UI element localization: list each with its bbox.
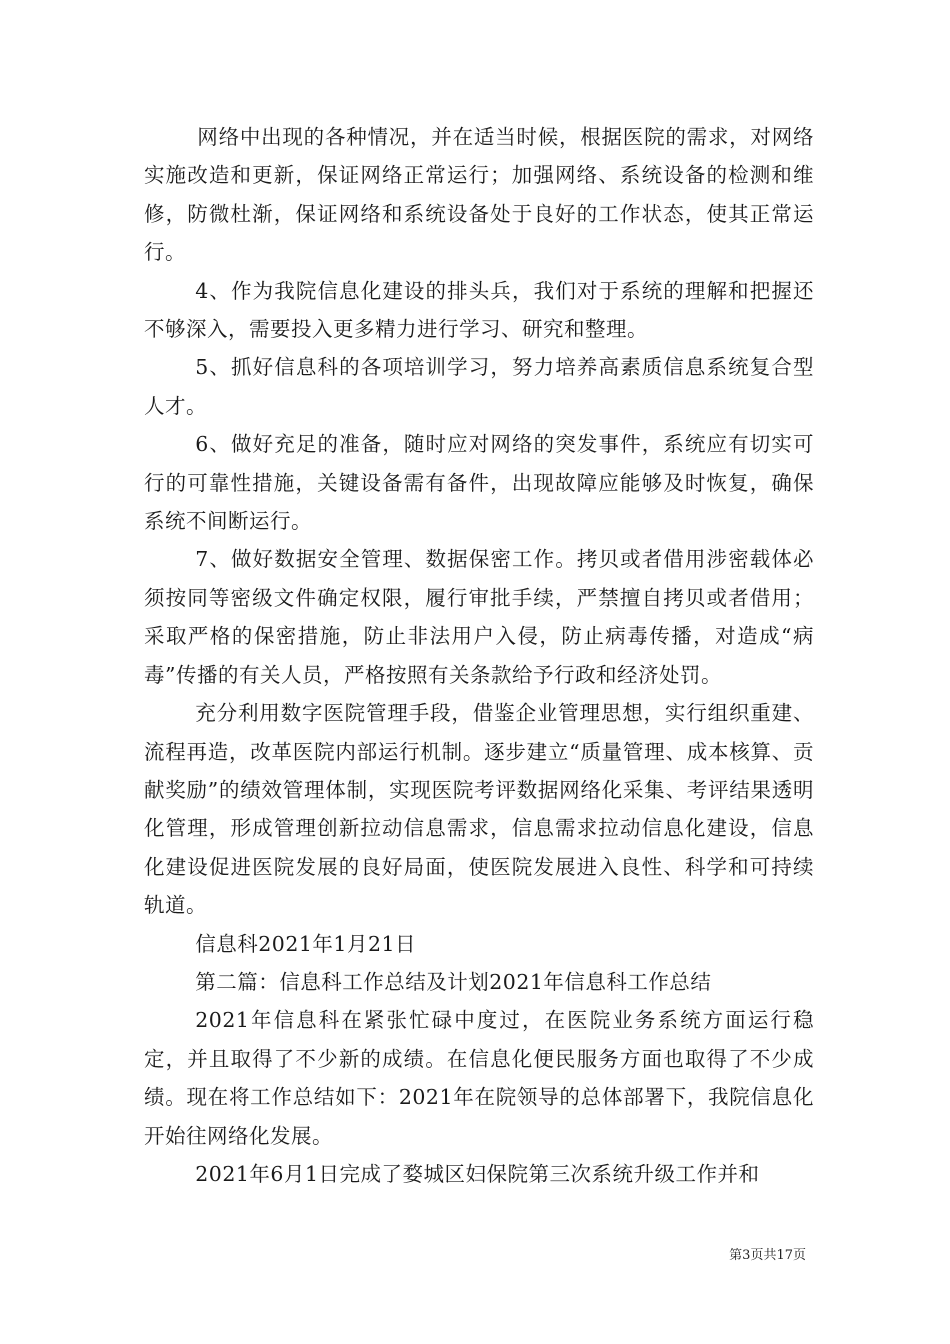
paragraph-item-4: 4、作为我院信息化建设的排头兵，我们对于系统的理解和把握还不够深入，需要投入更多精力进行学习、研究和整理。 [144, 278, 814, 342]
signature-date: 信息科2021年1月21日 [195, 931, 417, 956]
page-number-footer: 第3页共17页 [729, 1248, 806, 1263]
section-heading-second-article: 第二篇：信息科工作总结及计划2021年信息科工作总结 [195, 969, 712, 994]
paragraph-system-upgrade: 2021年6月1日完成了婺城区妇保院第三次系统升级工作并和 [195, 1161, 760, 1186]
paragraph-digital-hospital: 充分利用数字医院管理手段，借鉴企业管理思想，实行组织重建、流程再造，改革医院内部运行机制。逐步建立“质量管理、成本核算、贡献奖励”的绩效管理体制，实现医院考评数据网络化采集、考评结果透明化管理，形成管理创新拉动信息需求，信息需求拉动信息化建设，信息化建设促进医院发展的良好局面，使医院发展进入良性、科学和可持续轨道。 [144, 701, 814, 918]
paragraph-item-6: 6、做好充足的准备，随时应对网络的突发事件，系统应有切实可行的可靠性措施，关键设备需有备件，出现故障应能够及时恢复，确保系统不间断运行。 [144, 432, 814, 534]
paragraph-2021-summary: 2021年信息科在紧张忙碌中度过，在医院业务系统方面运行稳定，并且取得了不少新的成绩。在信息化便民服务方面也取得了不少成绩。现在将工作总结如下：2021年在院领导的总体部署下，我院信息化开始往网络化发展。 [144, 1008, 814, 1148]
document-body [144, 118, 814, 1193]
paragraph-network-maintenance: 网络中出现的各种情况，并在适当时候，根据医院的需求，对网络实施改造和更新，保证网络正常运行；加强网络、系统设备的检测和维修，防微杜渐，保证网络和系统设备处于良好的工作状态，使其正常运行。 [144, 125, 814, 265]
paragraph-item-7: 7、做好数据安全管理、数据保密工作。拷贝或者借用涉密载体必须按同等密级文件确定权限，履行审批手续，严禁擅自拷贝或者借用；采取严格的保密措施，防止非法用户入侵，防止病毒传播，对造成“病毒”传播的有关人员，严格按照有关条款给予行政和经济处罚。 [144, 547, 814, 687]
paragraph-item-5: 5、抓好信息科的各项培训学习，努力培养高素质信息系统复合型人才。 [144, 355, 814, 418]
